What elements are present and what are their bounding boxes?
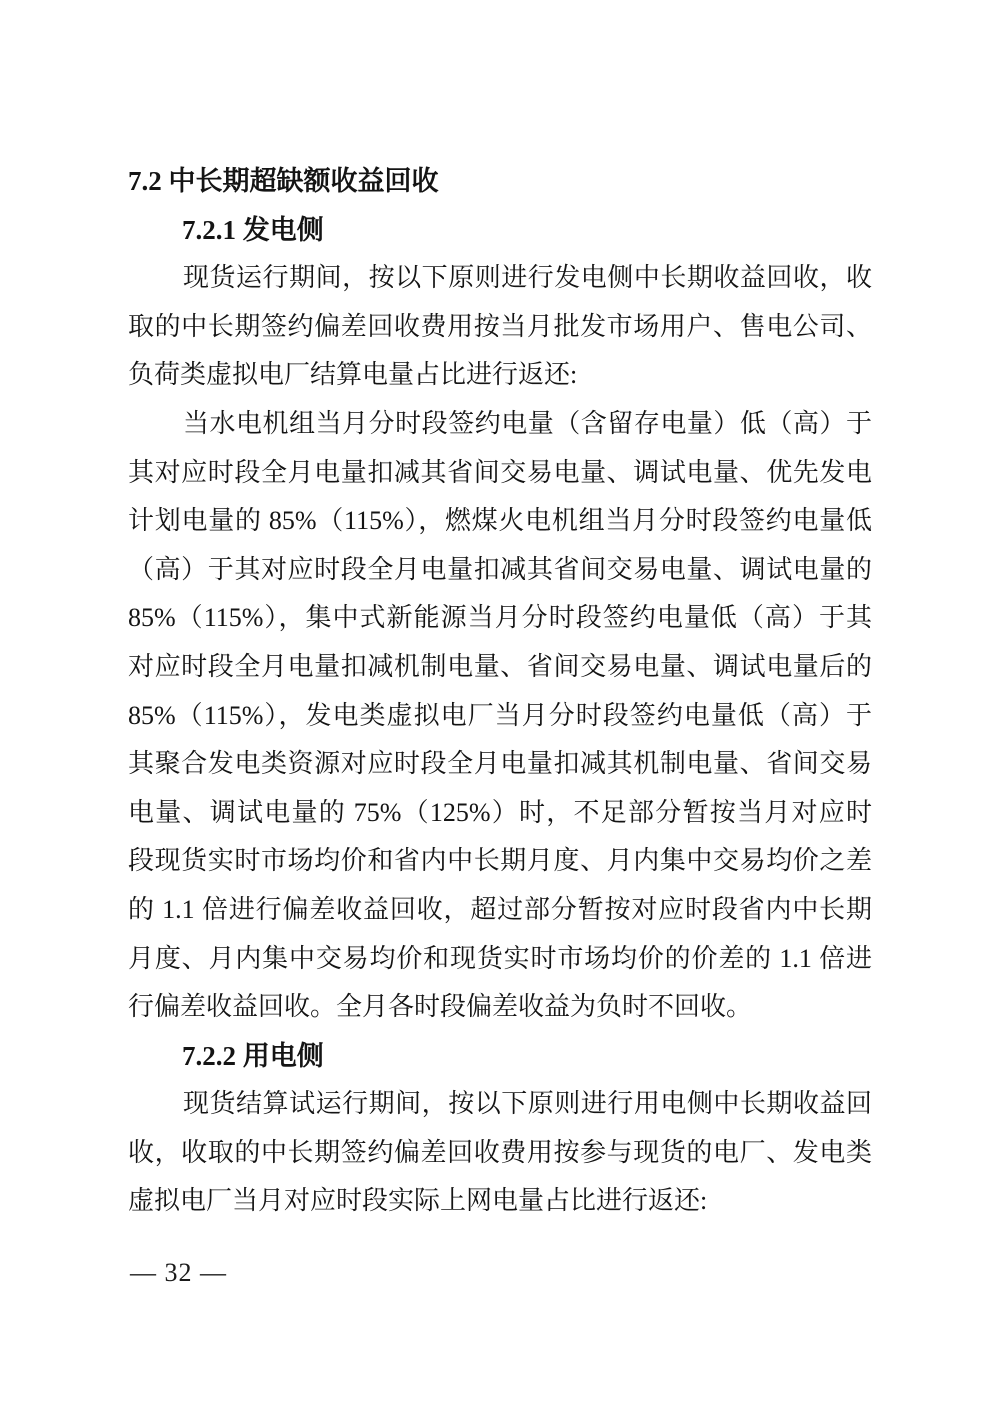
paragraph-line: 收，收取的中长期签约偏差回收费用按参与现货的电厂、发电类: [128, 1137, 872, 1167]
paragraph-line: 取的中长期签约偏差回收费用按当月批发市场用户、售电公司、: [128, 311, 872, 341]
paragraph-line: 现货运行期间，按以下原则进行发电侧中长期收益回收，收: [183, 263, 872, 293]
paragraph-line: 85%（115%），集中式新能源当月分时段签约电量低（高）于其: [128, 603, 872, 633]
paragraph-line: 的 1.1 倍进行偏差收益回收，超过部分暂按对应时段省内中长期: [128, 894, 872, 924]
section-heading-7-2-2: 7.2.2 用电侧: [182, 1040, 324, 1071]
section-heading-7-2: 7.2 中长期超缺额收益回收: [128, 166, 439, 196]
paragraph-line: 当水电机组当月分时段签约电量（含留存电量）低（高）于: [183, 408, 872, 438]
paragraph-line: 计划电量的 85%（115%），燃煤火电机组当月分时段签约电量低: [128, 506, 872, 536]
paragraph-line: 对应时段全月电量扣减机制电量、省间交易电量、调试电量后的: [128, 651, 872, 681]
paragraph-line: 其聚合发电类资源对应时段全月电量扣减其机制电量、省间交易: [128, 749, 872, 779]
page-content: [128, 157, 872, 1226]
paragraph-line: 电量、调试电量的 75%（125%）时，不足部分暂按当月对应时: [128, 797, 872, 827]
paragraph-line: 现货结算试运行期间，按以下原则进行用电侧中长期收益回: [183, 1089, 872, 1119]
section-heading-7-2-1: 7.2.1 发电侧: [182, 214, 324, 245]
paragraph-line: 其对应时段全月电量扣减其省间交易电量、调试电量、优先发电: [128, 457, 872, 487]
paragraph-line: 85%（115%），发电类虚拟电厂当月分时段签约电量低（高）于: [128, 700, 872, 730]
paragraph-line: （高）于其对应时段全月电量扣减其省间交易电量、调试电量的: [128, 554, 872, 584]
paragraph-line: 虚拟电厂当月对应时段实际上网电量占比进行返还:: [128, 1186, 708, 1216]
paragraph-line: 负荷类虚拟电厂结算电量占比进行返还:: [128, 360, 578, 390]
page-number: — 32 —: [130, 1258, 227, 1287]
paragraph-line: 行偏差收益回收。全月各时段偏差收益为负时不回收。: [128, 992, 753, 1022]
paragraph-line: 月度、月内集中交易均价和现货实时市场均价的价差的 1.1 倍进: [128, 943, 872, 973]
paragraph-line: 段现货实时市场均价和省内中长期月度、月内集中交易均价之差: [128, 846, 872, 876]
